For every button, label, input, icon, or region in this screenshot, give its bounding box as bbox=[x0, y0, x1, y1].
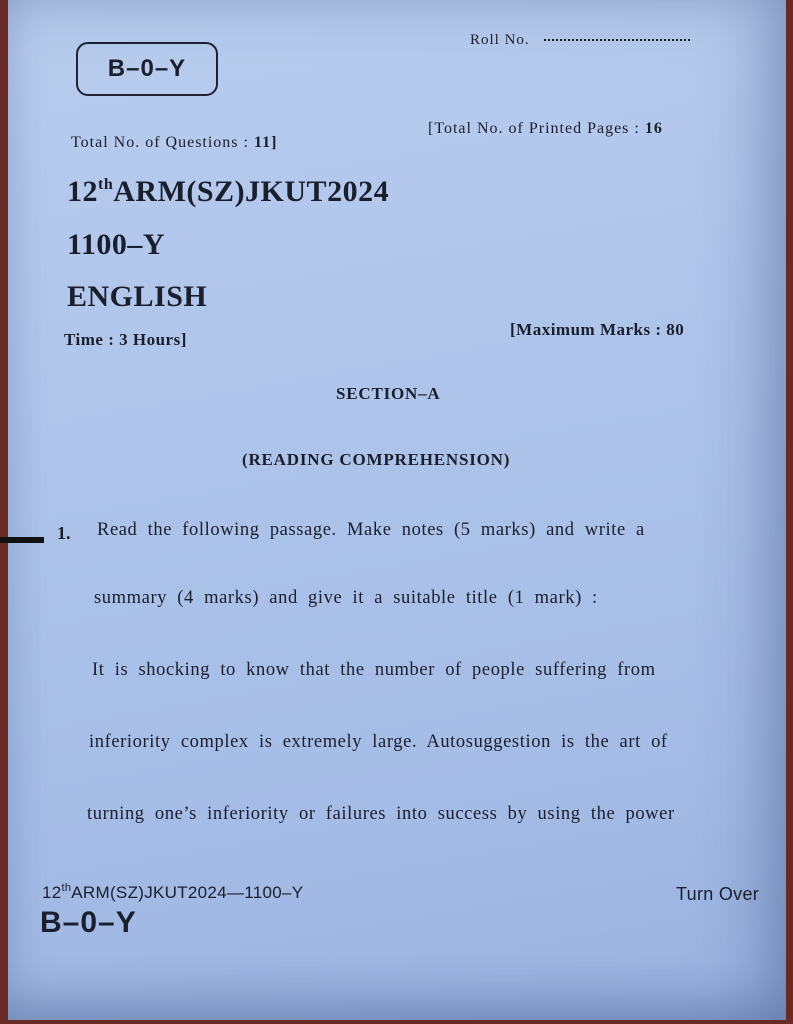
maximum-marks: [Maximum Marks : 80 bbox=[510, 320, 685, 339]
section-heading: SECTION–A bbox=[336, 384, 441, 403]
footer-code-rest: ARM(SZ)JKUT2024—1100–Y bbox=[71, 883, 304, 902]
margin-mark bbox=[0, 537, 44, 543]
question-number: 1. bbox=[57, 523, 71, 543]
exam-paper-sheet bbox=[8, 0, 786, 1020]
section-subheading: (READING COMPREHENSION) bbox=[242, 450, 511, 469]
total-questions bbox=[71, 134, 277, 152]
exam-time: Time : 3 Hours] bbox=[64, 330, 187, 349]
exam-title-sup: th bbox=[98, 176, 114, 193]
passage-line: turning one’s inferiority or failures into success by using the power bbox=[87, 804, 675, 824]
paper-set-code: B–0–Y bbox=[107, 55, 187, 82]
turn-over-label: Turn Over bbox=[676, 884, 760, 904]
paper-set-code-box bbox=[76, 42, 218, 96]
footer-code-prefix: 12 bbox=[42, 883, 62, 902]
printed-pages bbox=[428, 120, 663, 138]
subject-title: ENGLISH bbox=[67, 280, 208, 313]
paper-code: 1100–Y bbox=[67, 228, 166, 261]
question-line: Read the following passage. Make notes (5 marks) and write a bbox=[97, 520, 645, 540]
passage-line: inferiority complex is extremely large. Autosuggestion is the art of bbox=[89, 732, 668, 752]
question-line: summary (4 marks) and give it a suitable title (1 mark) : bbox=[94, 588, 598, 608]
roll-number-blank[interactable] bbox=[544, 39, 690, 41]
printed-pages-value: 16 bbox=[644, 120, 663, 137]
footer-paper-code bbox=[42, 882, 303, 903]
roll-number-field bbox=[470, 32, 690, 49]
exam-title-prefix: 12 bbox=[67, 175, 98, 208]
footer-set-code: B–0–Y bbox=[40, 906, 137, 939]
exam-title-rest: ARM(SZ)JKUT2024 bbox=[113, 175, 390, 208]
total-questions-value: 11] bbox=[253, 134, 278, 151]
passage-line: It is shocking to know that the number of people suffering from bbox=[92, 660, 656, 680]
roll-number-label: Roll No. bbox=[470, 32, 530, 48]
footer-code-sup: th bbox=[61, 882, 72, 894]
total-questions-label: Total No. of Questions : bbox=[71, 134, 249, 151]
exam-title bbox=[67, 175, 389, 209]
printed-pages-label: [Total No. of Printed Pages : bbox=[428, 120, 640, 137]
